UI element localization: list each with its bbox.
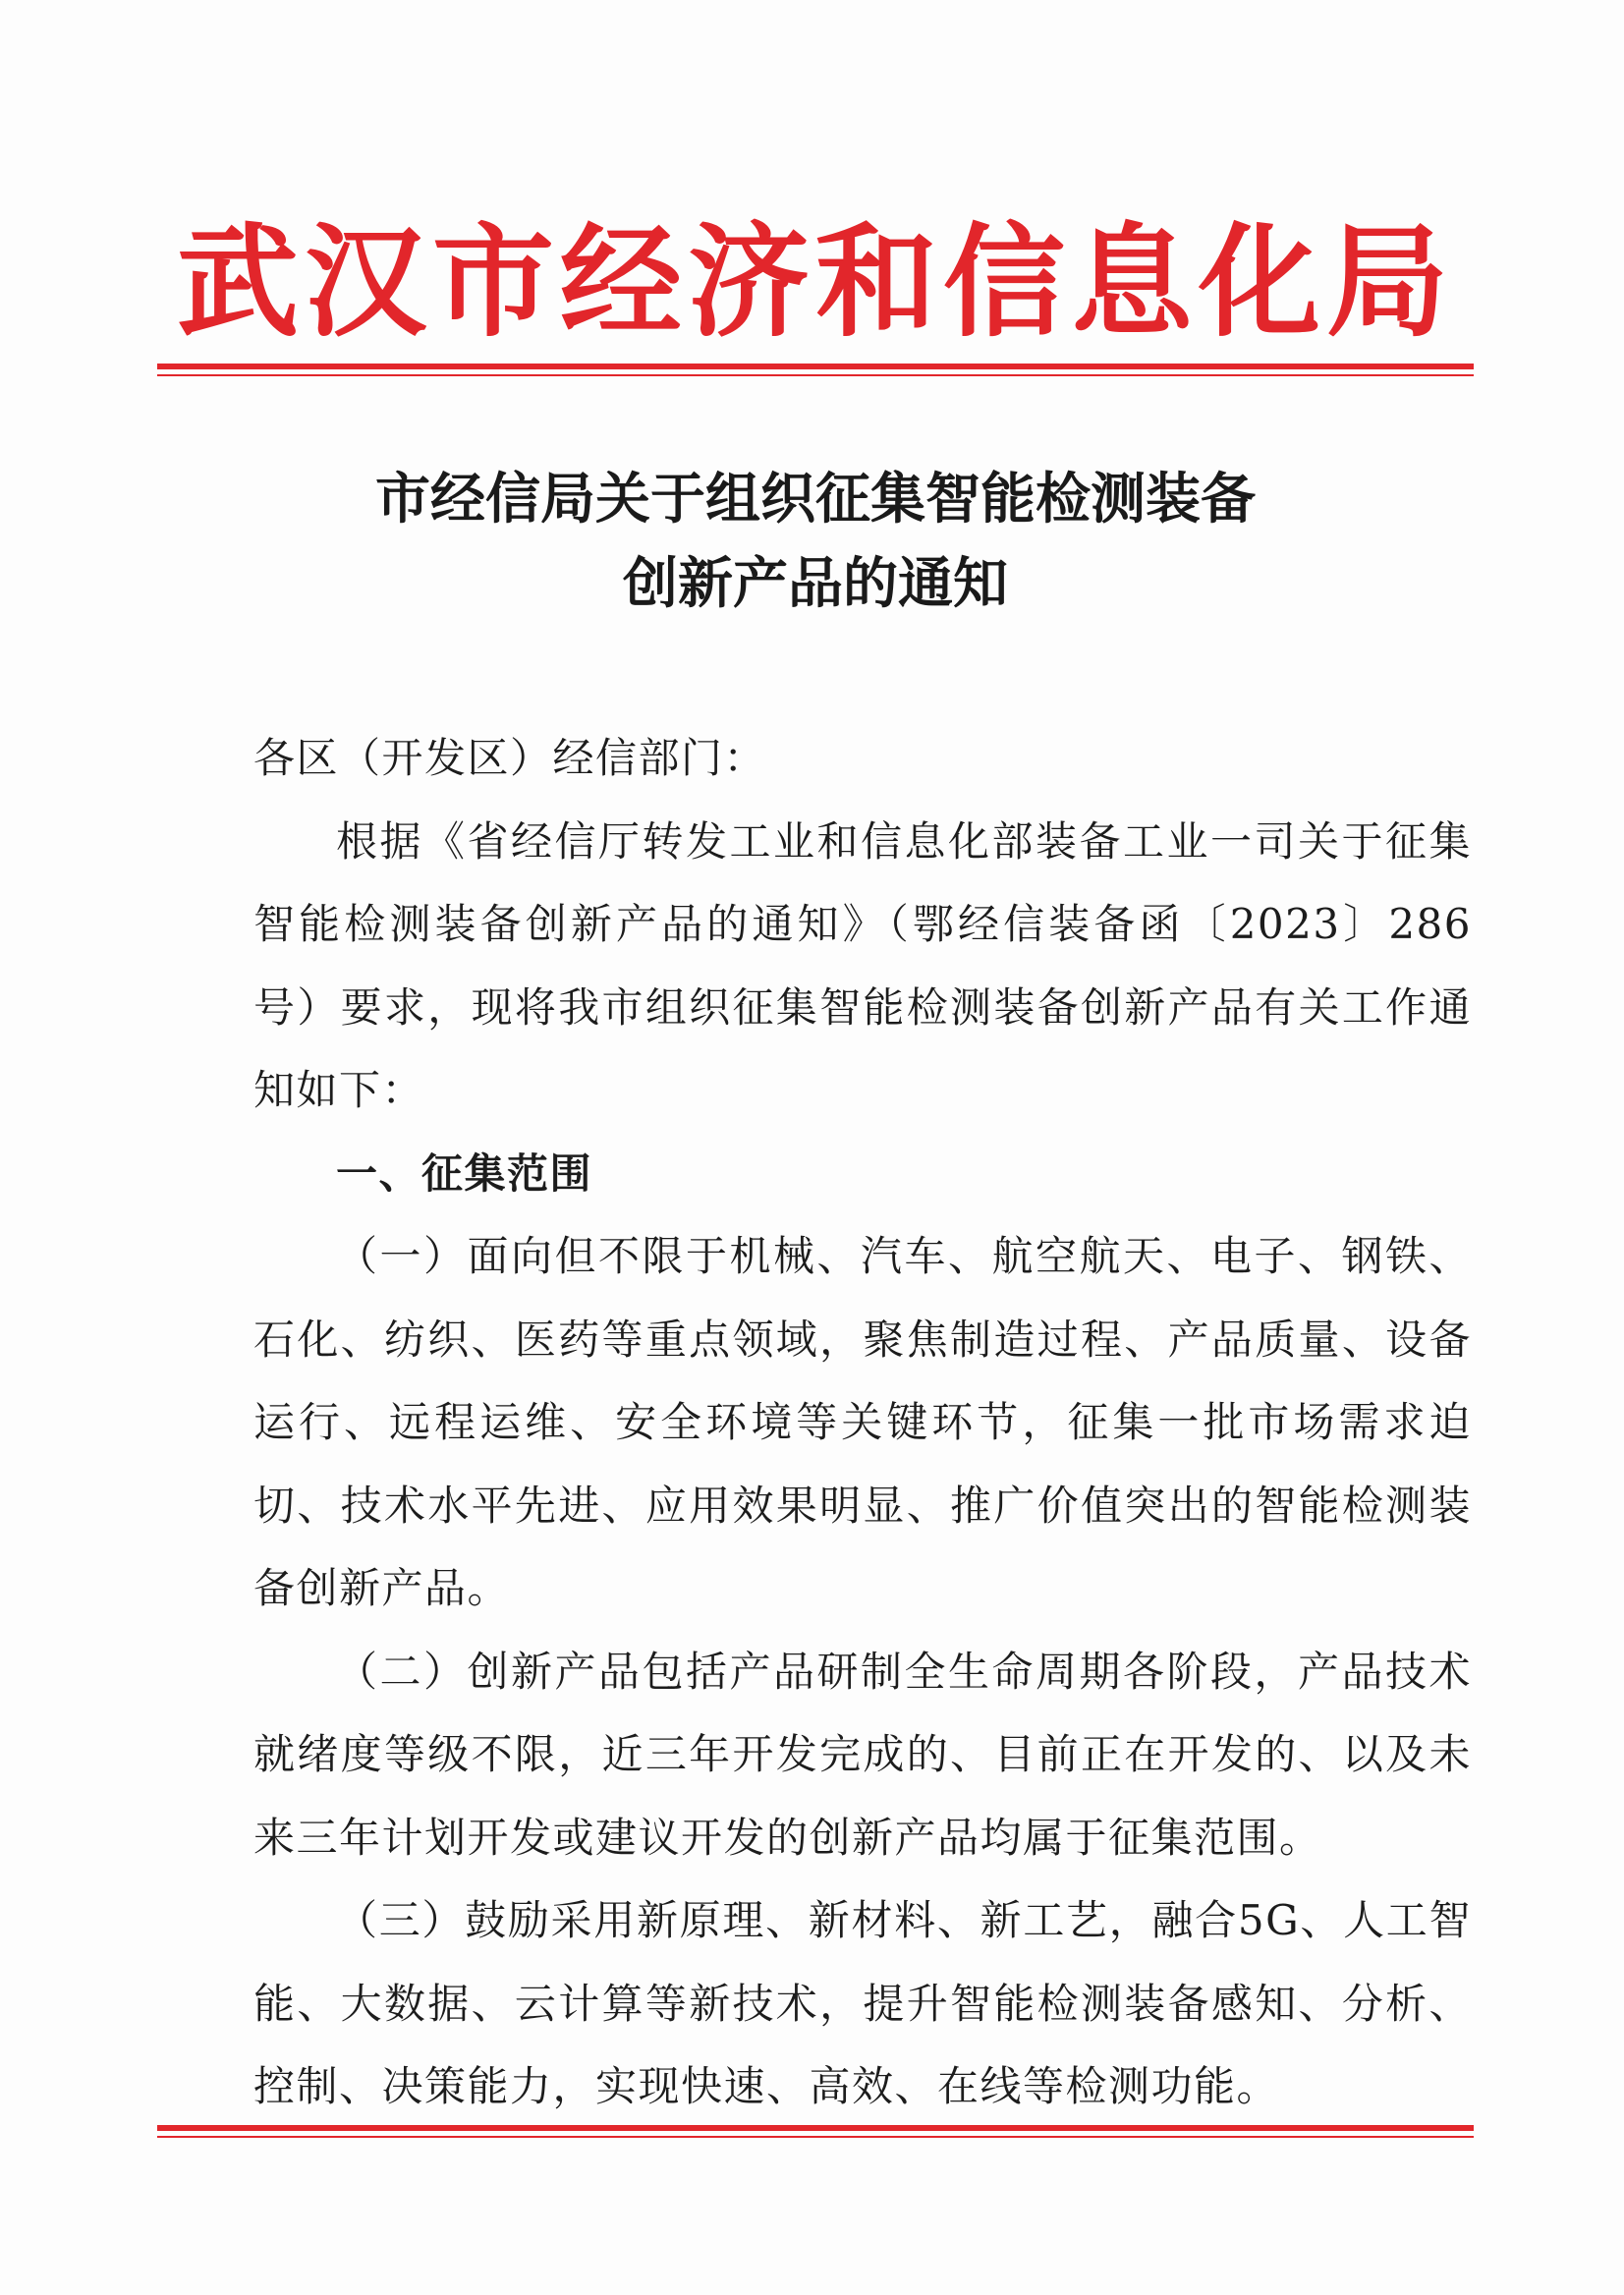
footer-red-rule [157, 2125, 1474, 2138]
section-heading-1: 一、征集范围 [336, 1148, 593, 1198]
item-paragraph-1: （一）面向但不限于机械、汽车、航空航天、电子、钢铁、石化、纺织、医药等重点领域，聚焦制造过程、产品质量、设备运行、远程运维、安全环境等关键环节，征集一批市场需求迫切、技术水平先进、应用效果明显、推广价值突出的智能检测装备创新产品。 [253, 1232, 1472, 1612]
masthead-issuer: 武汉市经济和信息化局 [176, 211, 1454, 354]
red-rule-thin [157, 374, 1474, 376]
intro-paragraph: 根据《省经信厅转发工业和信息化部装备工业一司关于征集智能检测装备创新产品的通知》（鄂经信装备函〔2023〕286号）要求，现将我市组织征集智能检测装备创新产品有关工作通知如下： [253, 816, 1472, 1114]
item-paragraph-3: （三）鼓励采用新原理、新材料、新工艺，融合5G、人工智能、大数据、云计算等新技术，提升智能检测装备感知、分析、控制、决策能力，实现快速、高效、在线等检测功能。 [253, 1896, 1472, 2110]
salutation: 各区（开发区）经信部门： [253, 734, 767, 782]
item-paragraph-2: （二）创新产品包括产品研制全生命周期各阶段，产品技术就绪度等级不限，近三年开发完成的、目前正在开发的、以及未来三年计划开发或建议开发的创新产品均属于征集范围。 [253, 1647, 1472, 1862]
document-title-line-1: 市经信局关于组织征集智能检测装备 [375, 467, 1256, 532]
footer-rule-thick [157, 2125, 1474, 2131]
footer-rule-thin [157, 2136, 1474, 2138]
masthead-red-rule [157, 364, 1474, 376]
document-title-line-2: 创新产品的通知 [623, 551, 1008, 616]
document-body [253, 717, 1472, 2129]
red-rule-thick [157, 364, 1474, 369]
